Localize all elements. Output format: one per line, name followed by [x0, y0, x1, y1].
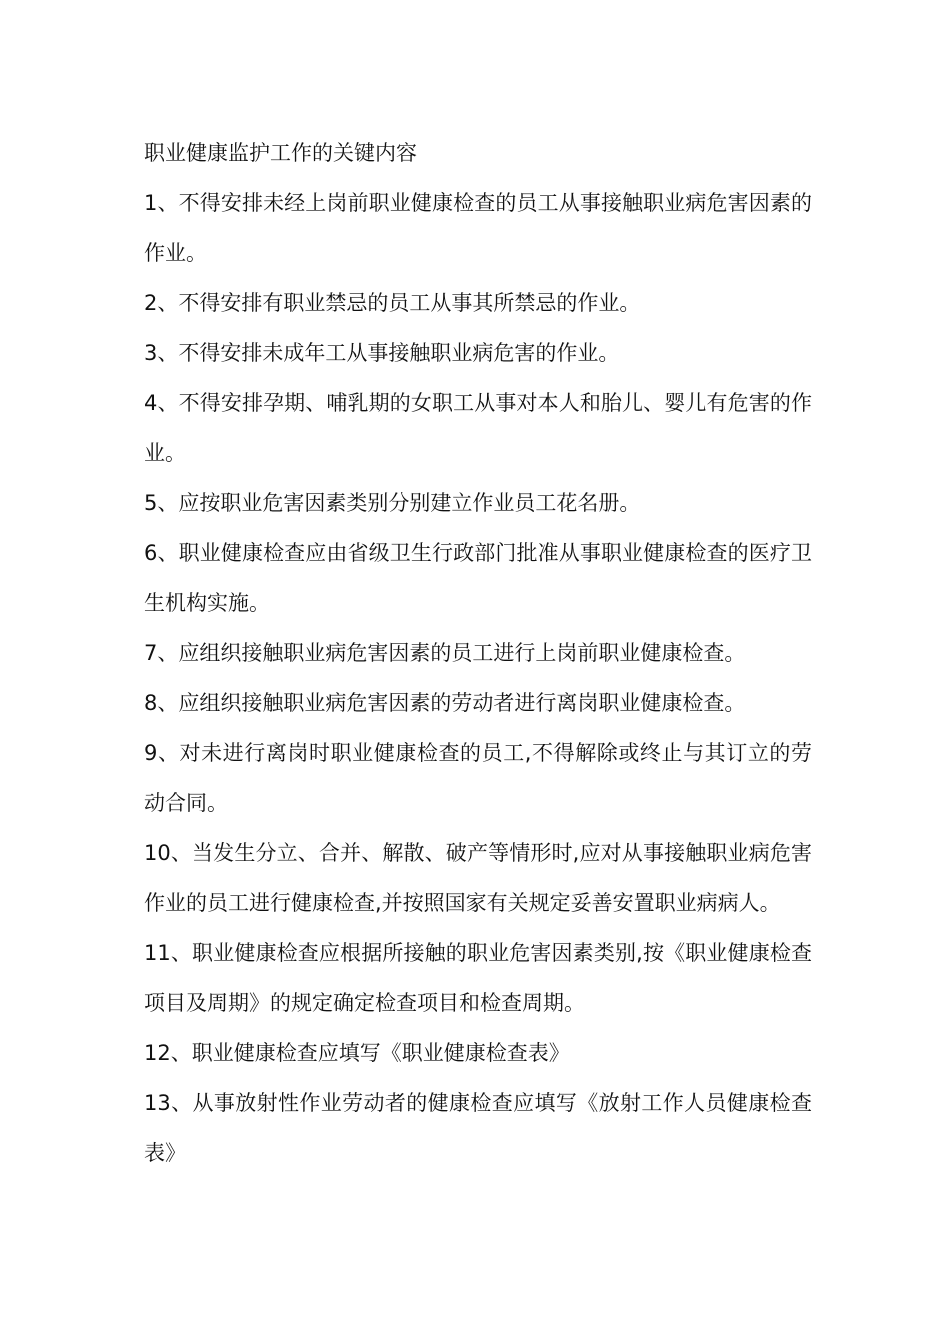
list-item: 6、职业健康检查应由省级卫生行政部门批准从事职业健康检查的医疗卫生机构实施。: [144, 541, 812, 615]
list-item: 2、不得安排有职业禁忌的员工从事其所禁忌的作业。: [144, 291, 641, 315]
list-item: 8、应组织接触职业病危害因素的劳动者进行离岗职业健康检查。: [144, 691, 746, 715]
list-item: 5、应按职业危害因素类别分别建立作业员工花名册。: [144, 491, 641, 515]
list-item: 9、对未进行离岗时职业健康检查的员工,不得解除或终止与其订立的劳动合同。: [144, 741, 812, 815]
list-item: 13、从事放射性作业劳动者的健康检查应填写《放射工作人员健康检查表》: [144, 1091, 812, 1165]
list-item: 7、应组织接触职业病危害因素的员工进行上岗前职业健康检查。: [144, 641, 746, 665]
document-title: 职业健康监护工作的关键内容: [144, 141, 417, 165]
list-item: 12、职业健康检查应填写《职业健康检查表》: [144, 1041, 570, 1065]
list-item: 10、当发生分立、合并、解散、破产等情形时,应对从事接触职业病危害作业的员工进行健康检查,并按照国家有关规定妥善安置职业病病人。: [144, 841, 812, 915]
list-item: 1、不得安排未经上岗前职业健康检查的员工从事接触职业病危害因素的作业。: [144, 191, 812, 265]
document-body: [144, 128, 812, 1178]
list-item: 3、不得安排未成年工从事接触职业病危害的作业。: [144, 341, 620, 365]
list-item: 11、职业健康检查应根据所接触的职业危害因素类别,按《职业健康检查项目及周期》的规定确定检查项目和检查周期。: [144, 941, 812, 1015]
list-item: 4、不得安排孕期、哺乳期的女职工从事对本人和胎儿、婴儿有危害的作业。: [144, 391, 812, 465]
